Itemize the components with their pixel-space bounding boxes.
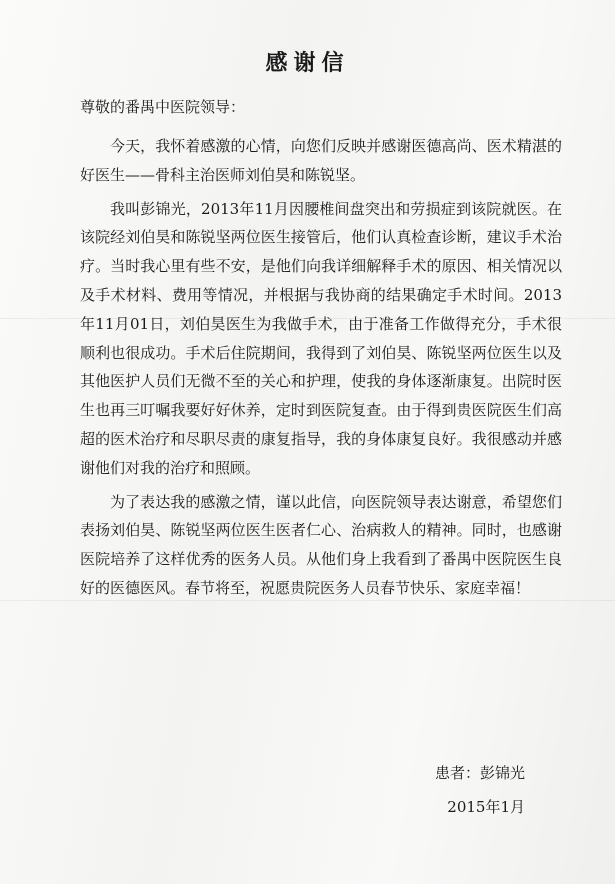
letter-paragraph-3: 为了表达我的感激之情，谨以此信，向医院领导表达谢意，希望您们表扬刘伯昊、陈锐坚两位医生医者仁心、治病救人的精神。同时，也感谢医院培养了这样优秀的医务人员。从他们身上我看到了番禺中医院医生良好的医德医风。春节将至，祝愿贵院医务人员春节快乐、家庭幸福！ xyxy=(80,492,562,597)
letter-body xyxy=(80,132,562,608)
letter-salutation: 尊敬的番禺中医院领导： xyxy=(80,98,246,116)
letter-date: 2015年1月 xyxy=(447,798,525,816)
letter-signature: 患者：彭锦光 xyxy=(434,764,525,782)
letter-title: 感谢信 xyxy=(265,51,350,76)
letter-paragraph-2: 我叫彭锦光，2013年11月因腰椎间盘突出和劳损症到该院就医。在该院经刘伯昊和陈锐坚两位医生接管后，他们认真检查诊断，建议手术治疗。当时我心里有些不安，是他们向我详细解释手术的原因、相关情况以及手术材料、费用等情况，并根据与我协商的结果确定手术时间。2013年11月01日，刘伯昊医生为我做手术，由于准备工作做得充分，手术很顺利也很成功。手术后住院期间，我得到了刘伯昊、陈锐坚两位医生以及其他医护人员们无微不至的关心和护理，使我的身体逐渐康复。出院时医生也再三叮嘱我要好好休养，定时到医院复查。由于得到贵医院医生们高超的医术治疗和尽职尽责的康复指导，我的身体康复良好。我很感动并感谢他们对我的治疗和照顾。 xyxy=(80,199,562,477)
letter-paragraph-1: 今天，我怀着感激的心情，向您们反映并感谢医德高尚、医术精湛的好医生——骨科主治医师刘伯昊和陈锐坚。 xyxy=(80,137,562,184)
